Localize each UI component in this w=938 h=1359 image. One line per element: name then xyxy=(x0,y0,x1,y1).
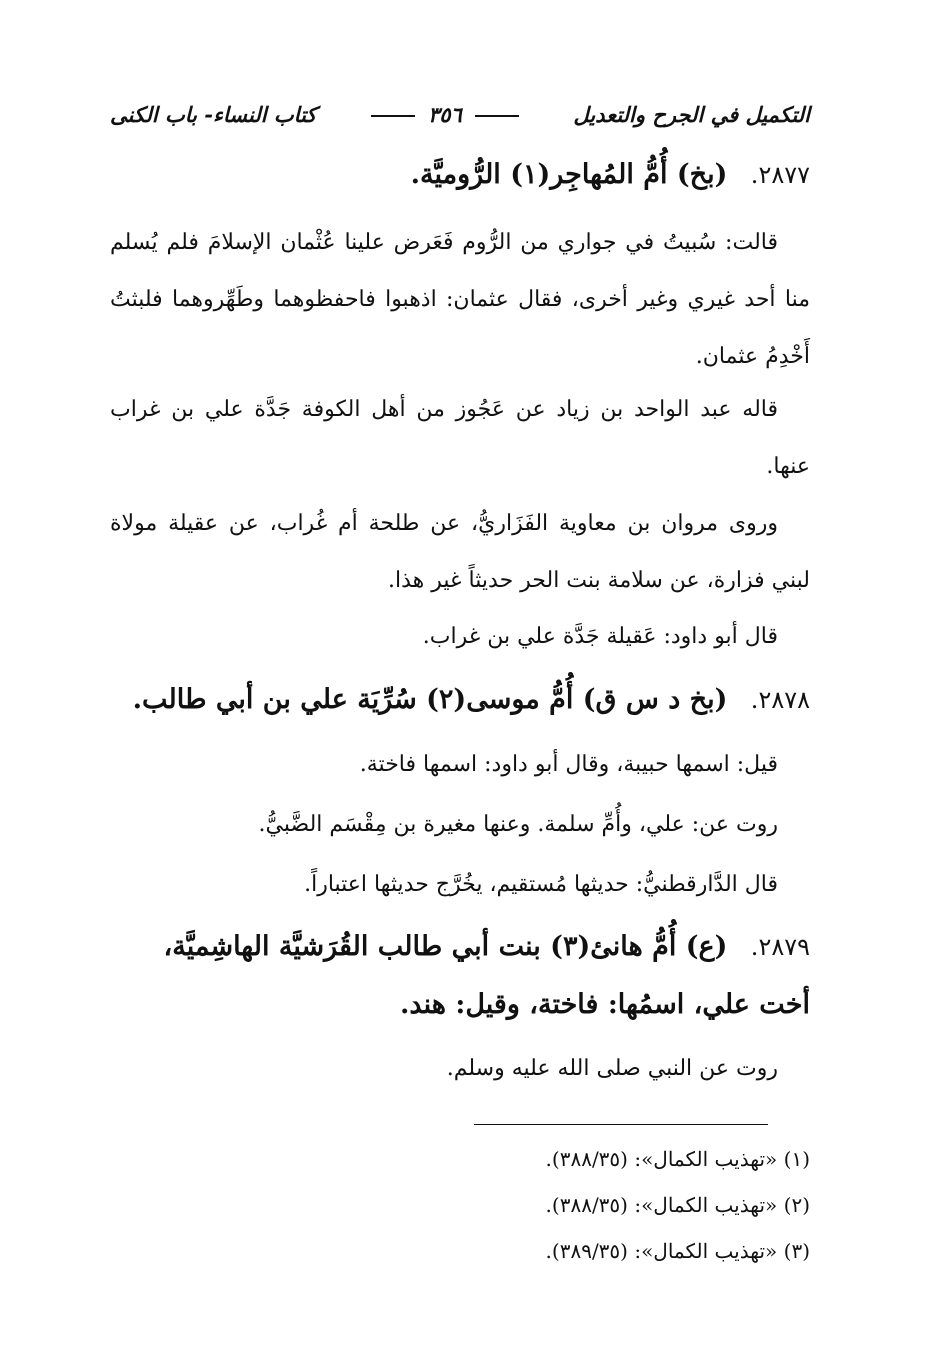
entry-title: (بخ) أُمُّ المُهاجِر(١) الرُّوميَّة. xyxy=(410,159,728,190)
footnote-separator xyxy=(474,1124,768,1125)
paragraph: وروى مروان بن معاوية الفَزَاريُّ، عن طلحة أم غُراب، عن عقيلة مولاة لبني فزارة، عن سلامة بنت الحر حديثاً غير هذا. xyxy=(110,511,810,593)
page-number-group xyxy=(365,102,525,127)
entry-number: ٢٨٧٨. xyxy=(750,686,810,714)
entry-heading xyxy=(110,918,810,1034)
entry-title: (ع) أُمُّ هانئ(٣) بنت أبي طالب القُرَشيَّة الهاشِميَّة، أخت علي، اسمُها: فاختة، وقيل: هند. xyxy=(163,931,810,1020)
paragraph: قال أبو داود: عَقيلة جَدَّة علي بن غراب. xyxy=(422,624,778,649)
dash-divider xyxy=(371,115,415,117)
footnote: (١) «تهذيب الكمال»: (٣٨٨/٣٥). xyxy=(545,1147,810,1171)
entry-number: ٢٨٧٧. xyxy=(750,161,810,189)
page-number: ٣٥٦ xyxy=(428,101,462,127)
book-title: التكميل في الجرح والتعديل xyxy=(573,101,810,127)
running-head xyxy=(110,96,810,132)
footnote: (٢) «تهذيب الكمال»: (٣٨٨/٣٥). xyxy=(545,1193,810,1217)
footnotes xyxy=(310,1136,810,1274)
paragraph: قال الدَّارقطنيُّ: حديثها مُستقيم، يخُرَّج حديثها اعتباراً. xyxy=(304,872,778,897)
entry-heading xyxy=(110,671,810,729)
paragraph: روت عن النبي صلى الله عليه وسلم. xyxy=(446,1056,778,1081)
footnote: (٣) «تهذيب الكمال»: (٣٨٩/٣٥). xyxy=(545,1239,810,1263)
entry-title: (بخ د س ق) أُمُّ موسى(٢) سُرِّيَة علي بن أبي طالب. xyxy=(132,684,728,715)
entry-heading xyxy=(110,146,810,204)
paragraph: قيل: اسمها حبيبة، وقال أبو داود: اسمها فاختة. xyxy=(359,752,778,777)
section-title: كتاب النساء- باب الكنى xyxy=(110,101,317,127)
paragraph: قالت: سُبيتُ في جواري من الرُّوم فَعَرض علينا عُثْمان الإسلامَ فلم يُسلم منا أحد غيري وغير أخرى، فقال عثمان: اذهبوا فاحفظوهما وطَهِّروهما فلبثتُ أَخْدِمُ عثمان. xyxy=(110,230,810,369)
dash-divider xyxy=(475,115,519,117)
paragraph: روت عن: علي، وأُمِّ سلمة. وعنها مغيرة بن مِقْسَم الضَّبيُّ. xyxy=(258,812,778,837)
entry-number: ٢٨٧٩. xyxy=(750,933,810,961)
paragraph: قاله عبد الواحد بن زياد عن عَجُوز من أهل الكوفة جَدَّة علي بن غراب عنها. xyxy=(110,397,810,479)
